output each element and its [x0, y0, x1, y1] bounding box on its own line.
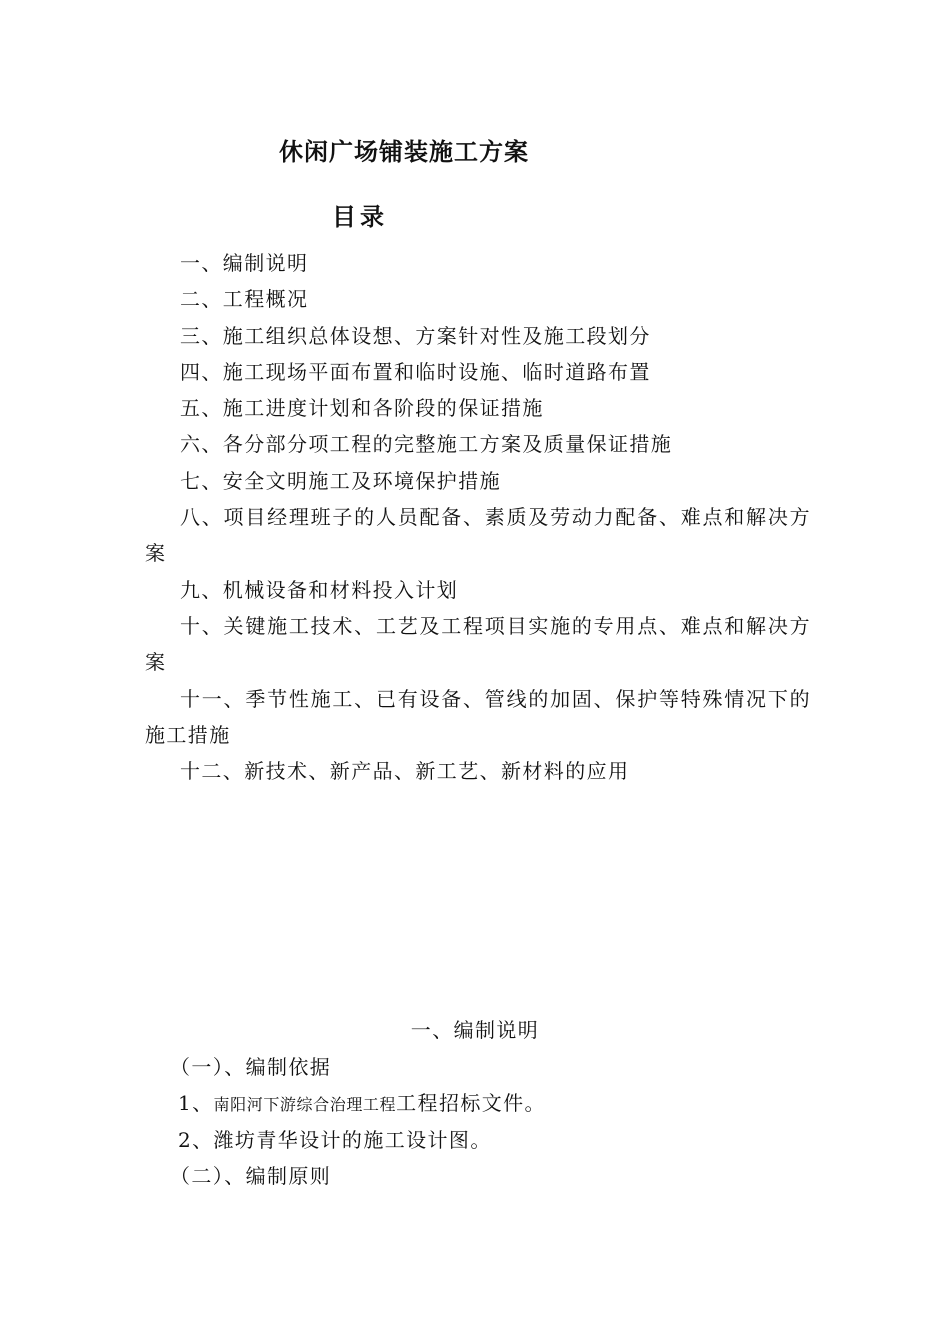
toc-item: 九、机械设备和材料投入计划: [180, 577, 459, 602]
toc-item: 十、关键施工技术、工艺及工程项目实施的专用点、难点和解决方案: [145, 613, 811, 675]
basis-heading: （一）、编制依据: [170, 1055, 332, 1079]
basis-item-1-rest: 工程招标文件。: [396, 1091, 546, 1115]
toc-item: 二、工程概况: [180, 287, 309, 312]
toc-heading: 目录: [332, 203, 388, 231]
toc-item: 三、施工组织总体设想、方案针对性及施工段划分: [180, 323, 651, 348]
principles-heading: （二）、编制原则: [170, 1164, 332, 1188]
document-title: 休闲广场铺装施工方案: [279, 138, 529, 166]
toc-item: 十二、新技术、新产品、新工艺、新材料的应用: [180, 759, 630, 784]
toc-item: 五、施工进度计划和各阶段的保证措施: [180, 396, 544, 421]
toc-item: 十一、季节性施工、已有设备、管线的加固、保护等特殊情况下的施工措施: [145, 686, 811, 747]
basis-item-1: [178, 1087, 546, 1116]
toc-item: 七、安全文明施工及环境保护措施: [180, 468, 501, 493]
toc-item: 六、各分部分项工程的完整施工方案及质量保证措施: [180, 432, 673, 457]
toc-item: 八、项目经理班子的人员配备、素质及劳动力配备、难点和解决方案: [145, 505, 811, 566]
toc-item: 四、施工现场平面布置和临时设施、临时道路布置: [180, 359, 651, 384]
toc-item: 一、编制说明: [180, 251, 309, 275]
section-heading: 一、编制说明: [410, 1018, 540, 1042]
basis-item-2: 2、潍坊青华设计的施工设计图。: [178, 1128, 492, 1152]
table-of-contents: [145, 245, 811, 789]
basis-item-1-number: 1、: [178, 1091, 214, 1115]
basis-item-1-project: 南阳河下游综合治理工程: [213, 1095, 397, 1114]
